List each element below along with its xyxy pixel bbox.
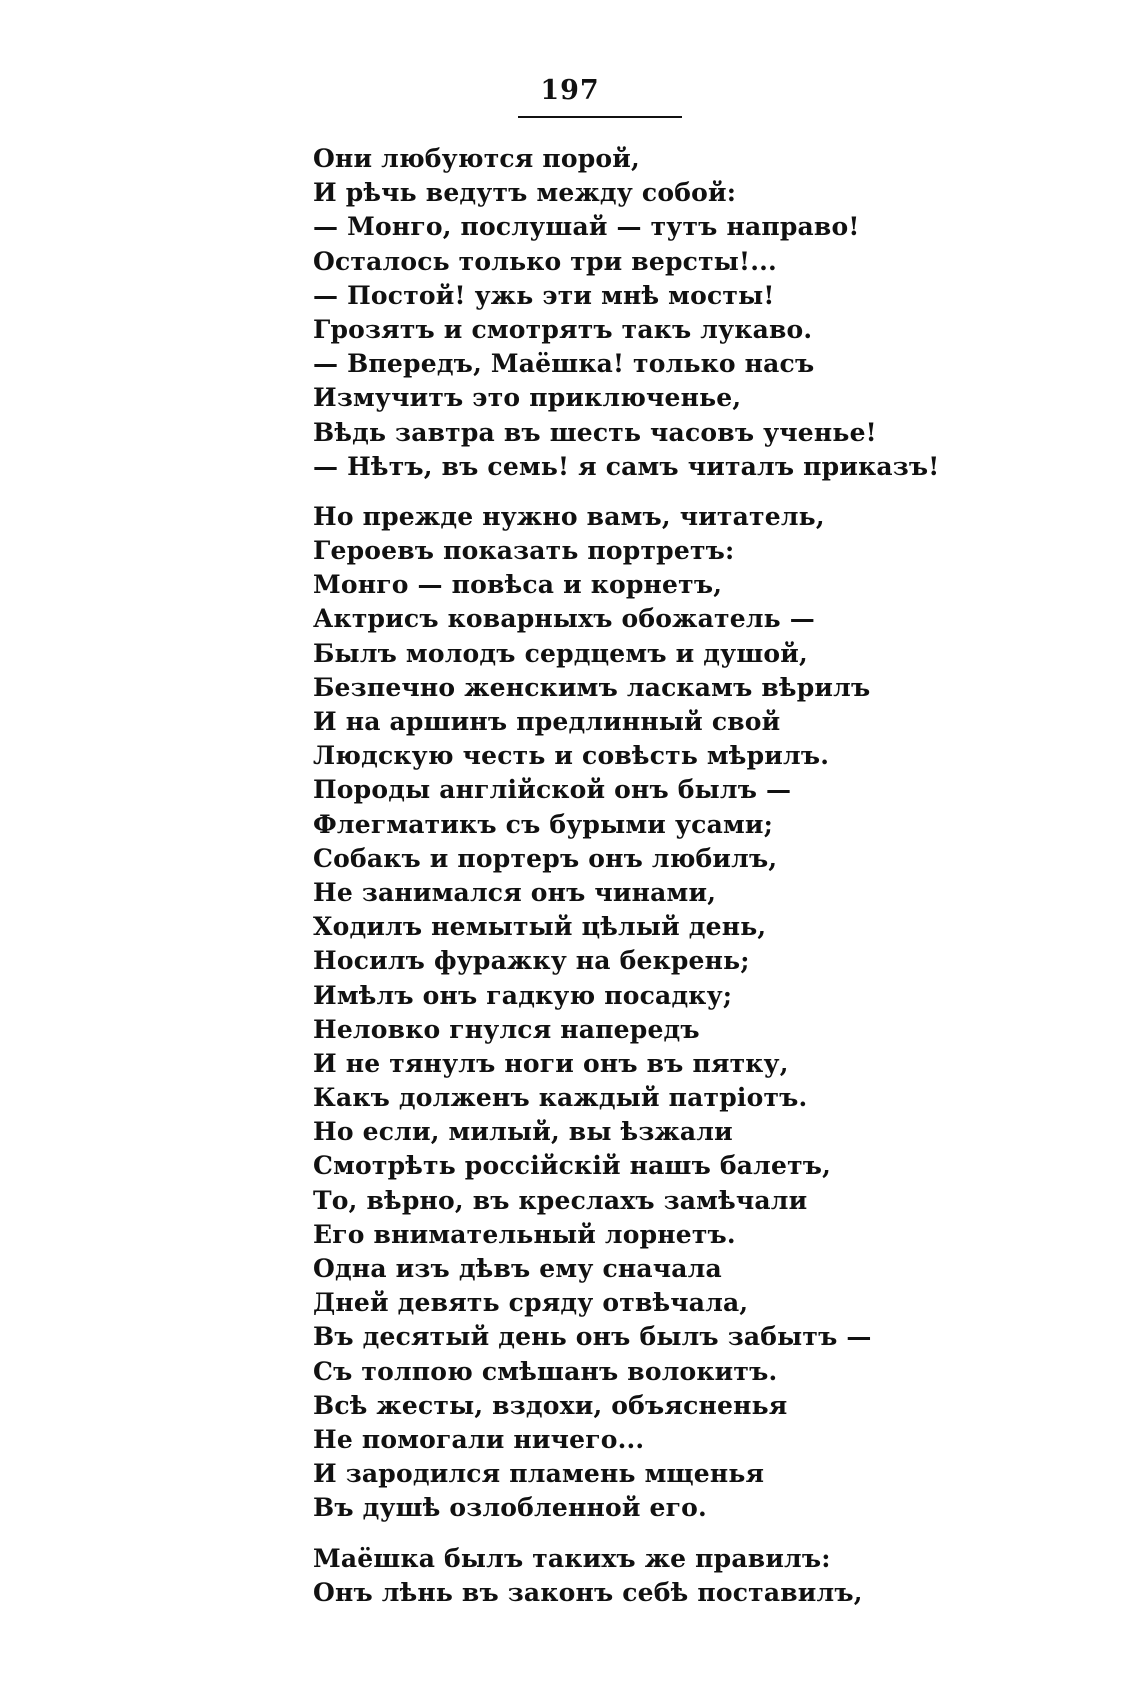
- poem-line: Онъ лѣнь въ законъ себѣ поставилъ,: [313, 1577, 863, 1607]
- poem-line: Былъ молодъ сердцемъ и душой,: [313, 638, 808, 668]
- poem-line: Монго — повѣса и корнетъ,: [313, 570, 723, 600]
- poem-line: Въ душѣ озлобленной его.: [313, 1493, 707, 1523]
- poem-line: Смотрѣть россійскій нашъ балетъ,: [313, 1151, 832, 1181]
- poem-line: Людскую честь и совѣсть мѣрилъ.: [313, 741, 830, 771]
- poem-line: Вѣдь завтра въ шесть часовъ ученье!: [313, 417, 877, 447]
- poem-line: Имѣлъ онъ гадкую посадку;: [313, 980, 733, 1010]
- poem-line: Ходилъ немытый цѣлый день,: [313, 912, 767, 942]
- poem-line: Носилъ фуражку на бекрень;: [313, 946, 750, 976]
- poem-line: И на аршинъ предлинный свой: [313, 707, 781, 736]
- poem-line: Измучитъ это приключенье,: [313, 383, 742, 413]
- poem-line: И не тянулъ ноги онъ въ пятку,: [313, 1048, 789, 1078]
- poem-line: Безпечно женскимъ ласкамъ вѣрилъ: [313, 672, 871, 702]
- poem-line: Неловко гнулся напередъ: [313, 1014, 700, 1044]
- poem-line: — Монго, послушай — тутъ направо!: [313, 212, 860, 242]
- stanza-3: [313, 1542, 1113, 1610]
- poem-line: То, вѣрно, въ креслахъ замѣчали: [313, 1185, 808, 1215]
- poem-line: Какъ долженъ каждый патріотъ.: [313, 1083, 808, 1113]
- poem-line: — Впередъ, Маёшка! только насъ: [313, 349, 815, 379]
- stanza-2: [313, 500, 1113, 1526]
- poem-line: — Постой! ужь эти мнѣ мосты!: [313, 280, 775, 310]
- poem-text: [313, 142, 1113, 1610]
- poem-line: Актрисъ коварныхъ обожатель —: [313, 604, 815, 634]
- poem-line: Они любуются порой,: [313, 144, 640, 173]
- poem-line: Героевъ показать портретъ:: [313, 536, 735, 566]
- poem-line: Всѣ жесты, вздохи, объясненья: [313, 1390, 788, 1420]
- poem-line: Не занимался онъ чинами,: [313, 877, 717, 907]
- poem-line: Но прежде нужно вамъ, читатель,: [313, 501, 825, 531]
- poem-line: — Нѣтъ, въ семь! я самъ читалъ приказъ!: [313, 451, 940, 481]
- poem-line: Въ десятый день онъ былъ забытъ —: [313, 1322, 872, 1352]
- poem-line: Одна изъ дѣвъ ему сначала: [313, 1254, 722, 1283]
- poem-line: Маёшка былъ такихъ же правилъ:: [313, 1543, 831, 1573]
- poem-line: Дней девять сряду отвѣчала,: [313, 1288, 749, 1318]
- header-rule: [518, 116, 682, 118]
- poem-line: Породы англійской онъ былъ —: [313, 775, 792, 805]
- poem-line: Собакъ и портеръ онъ любилъ,: [313, 843, 778, 873]
- poem-line: Осталось только три версты!...: [313, 246, 777, 276]
- poem-line: И рѣчь ведутъ между собой:: [313, 178, 737, 208]
- stanza-1: [313, 142, 1113, 484]
- poem-line: Не помогали ничего...: [313, 1424, 645, 1454]
- poem-line: Грозятъ и смотрятъ такъ лукаво.: [313, 314, 813, 344]
- poem-line: Но если, милый, вы ѣзжали: [313, 1117, 733, 1147]
- poem-line: Флегматикъ съ бурыми усами;: [313, 809, 774, 839]
- page-number: 197: [540, 75, 600, 106]
- poem-line: Его внимательный лорнетъ.: [313, 1219, 736, 1249]
- poem-line: Съ толпою смѣшанъ волокитъ.: [313, 1356, 778, 1386]
- poem-line: И зародился пламень мщенья: [313, 1459, 765, 1489]
